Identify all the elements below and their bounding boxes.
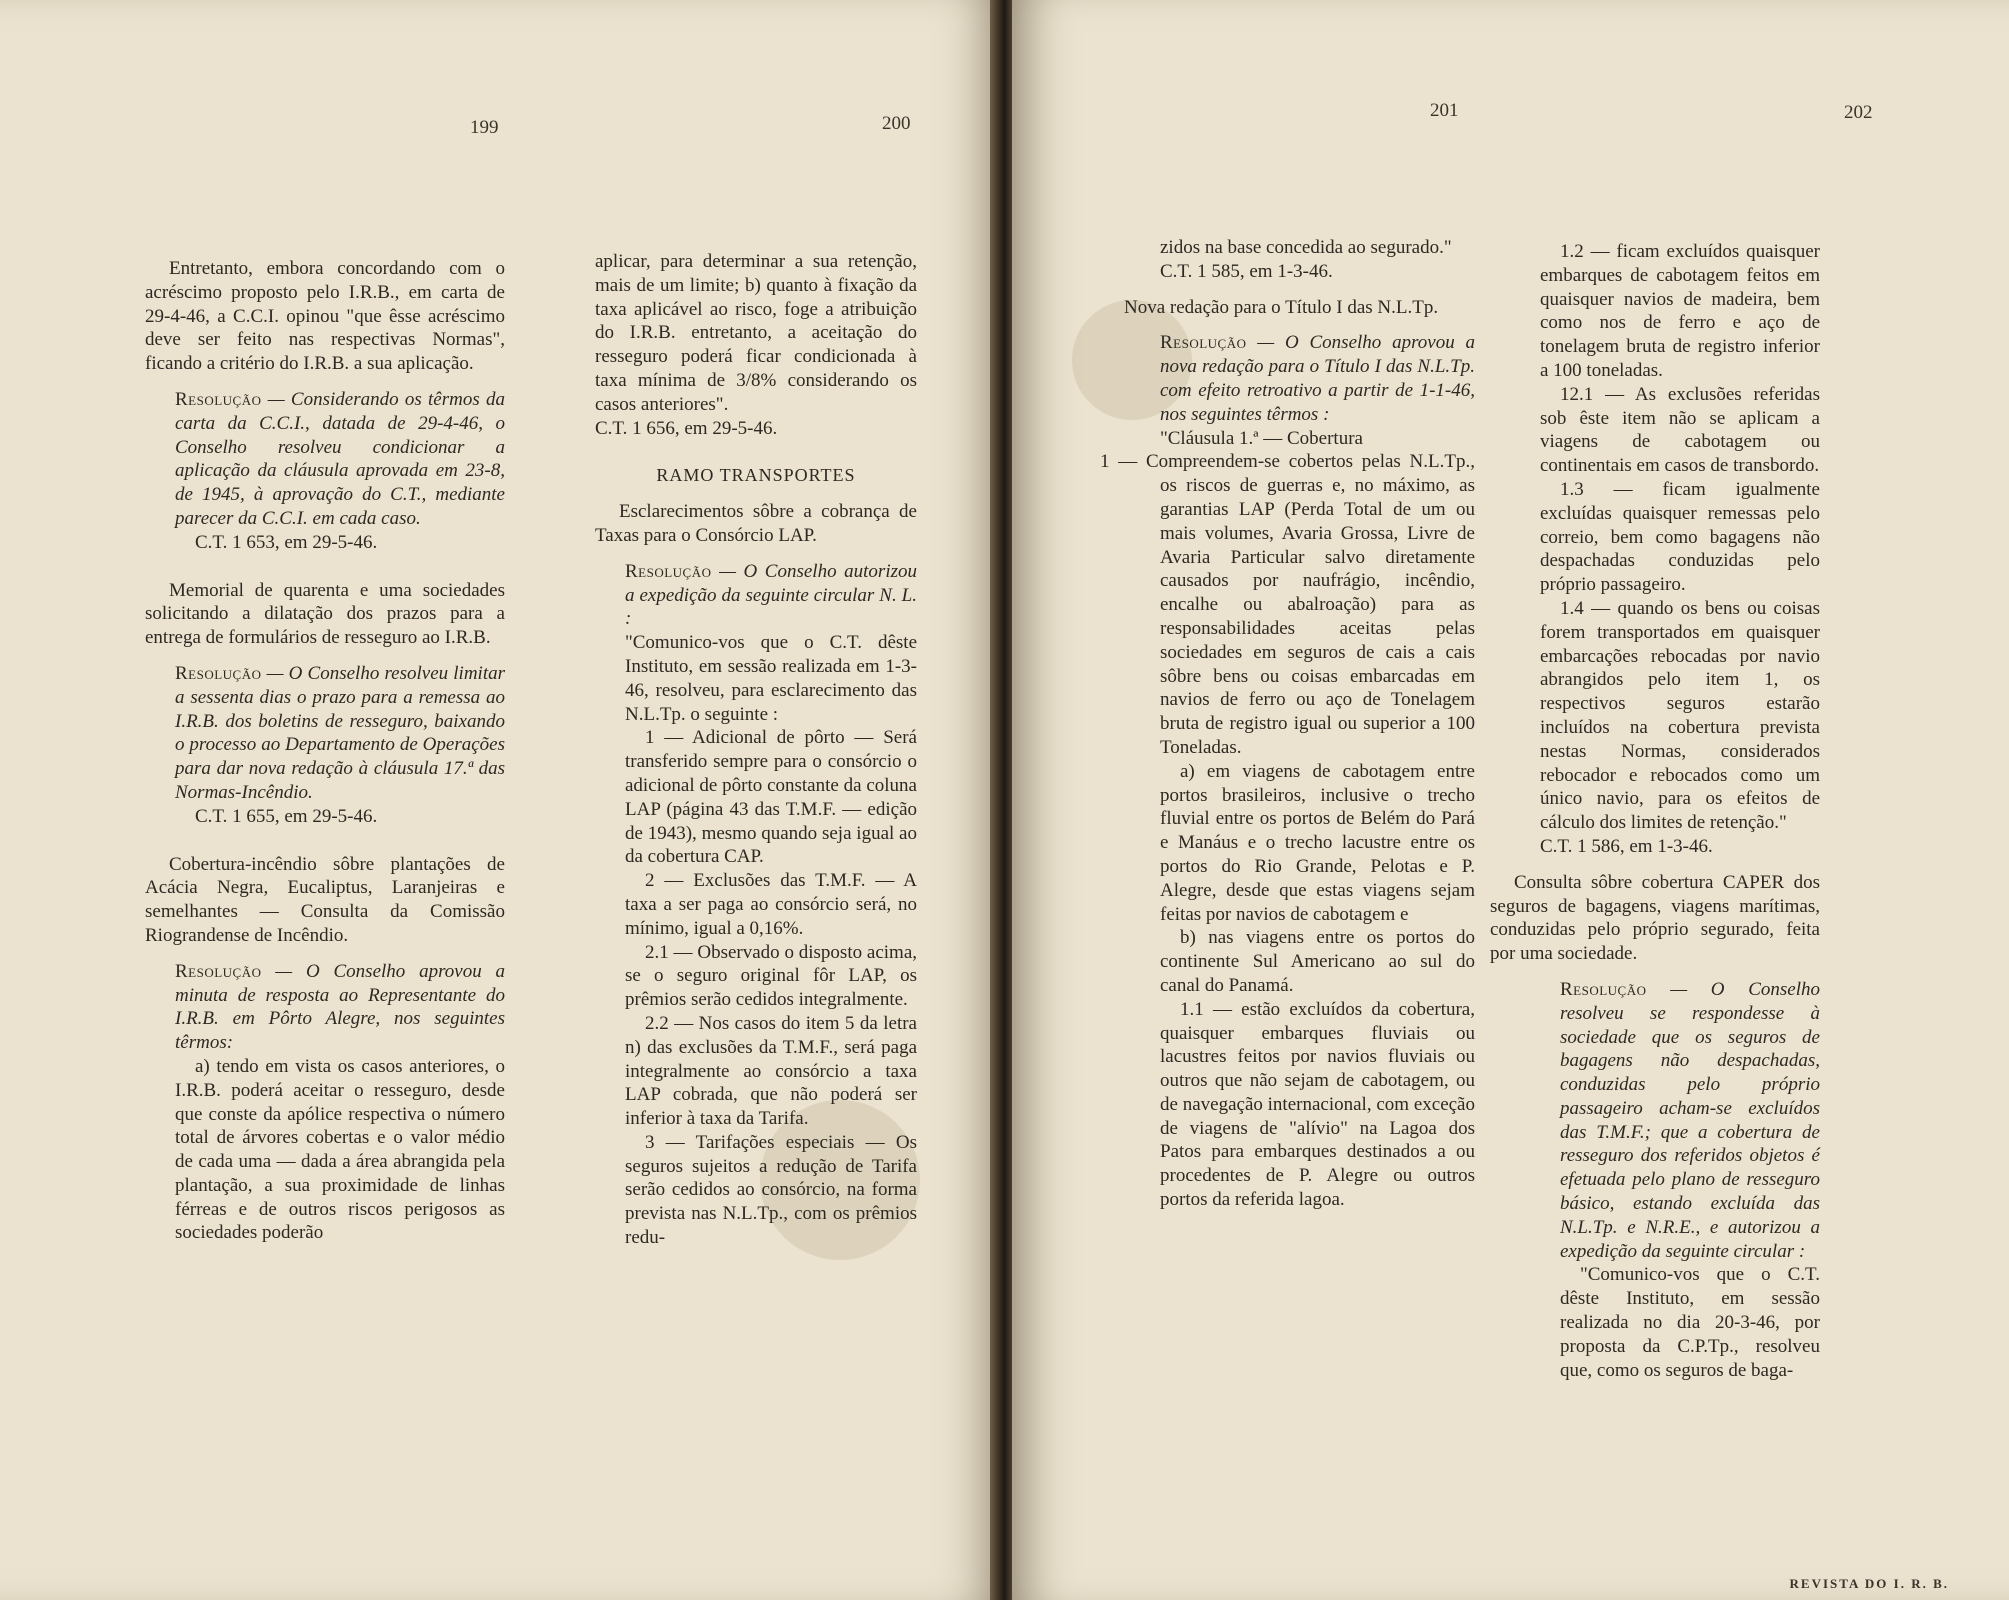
- resolution-text: — O Conselho autorizou a expedição da seguinte circular N. L. :: [625, 560, 917, 630]
- paragraph-cobertura-incendio: Cobertura-incêndio sôbre plantações de Acácia Negra, Eucaliptus, Laranjeiras e semelhantes — Consulta da Comissão Riograndense de Incêndio.: [145, 853, 505, 946]
- paragraph-item-3: 3 — Tarifações especiais — Os seguros sujeitos a redução de Tarifa serão cedidos ao consórcio, na forma prevista nas N.L.Tp., com os prêmios redu-: [625, 1131, 917, 1249]
- paragraph-aplicar: aplicar, para determinar a sua retenção, mais de um limite; b) quanto à fixação da taxa aplicável ao risco, foge a atribuição do I.R.B. entretanto, a aceitação do resseguro poderá ficar condicionada à taxa mínima de 3/8% considerando os casos anteriores".: [595, 251, 917, 415]
- ct-reference: C.T. 1 653, em 29-5-46.: [195, 531, 378, 553]
- left-page: [0, 0, 1000, 1600]
- column-page-201: [1100, 236, 1475, 1212]
- resolution-label: Resolução: [1560, 978, 1647, 1000]
- page-number-200: 200: [882, 113, 911, 134]
- paragraph-item-2-2: 2.2 — Nos casos do item 5 da letra n) das exclusões da T.M.F., será paga integralmente ao consórcio a taxa LAP cobrada, que não poderá ser inferior à taxa da Tarifa.: [625, 1012, 917, 1130]
- paragraph-item-1-1: 1.1 — estão excluídos da cobertura, quaisquer embarques fluviais ou lacustres feitos por navios fluviais ou outros que não sejam de cabotagem, ou de navegação internacional, com exceção de viagens de "alívio" na Lagoa dos Patos para embarques destinados a ou procedentes de P. Alegre ou outros portos da referida lagoa.: [1160, 998, 1475, 1211]
- resolution-text: — O Conselho resolveu limitar a sessenta dias o prazo para a remessa ao I.R.B. dos boletins de resseguro, baixando o processo ao Departamento de Operações para dar nova redação à cláusula 17.ª das Normas-Incêndio.: [175, 662, 505, 803]
- paragraph-comunico: "Comunico-vos que o C.T. dêste Instituto, em sessão realizada no dia 20-3-46, por proposta da C.P.Tp., resolveu que, como os seguros de baga-: [1560, 1264, 1820, 1381]
- resolution-paragraph: [1160, 331, 1475, 426]
- page-number-202: 202: [1844, 102, 1873, 123]
- resolution-paragraph: [625, 560, 917, 631]
- journal-footer: REVISTA DO I. R. B.: [1789, 1576, 1949, 1591]
- ct-reference: C.T. 1 656, em 29-5-46.: [595, 417, 778, 439]
- resolution-paragraph: [1560, 978, 1820, 1264]
- page-number-201: 201: [1430, 100, 1459, 121]
- paragraph-entretanto: Entretanto, embora concordando com o acréscimo proposto pelo I.R.B., em carta de 29-4-46, a C.C.I. opinou "que êsse acréscimo deve ser feito nas respectivas Normas", ficando a critério do I.R.B. a sua aplicação.: [145, 258, 505, 375]
- paragraph-item-1-3: 1.3 — ficam igualmente excluídas quaisquer remessas pelo correio, bem como bagagens não despachadas conduzidas pelo próprio passageiro.: [1540, 478, 1820, 596]
- resolution-text: — O Conselho aprovou a minuta de resposta ao Representante do I.R.B. em Pôrto Alegre, nos seguintes têrmos:: [175, 960, 505, 1054]
- resolution-label: Resolução: [1160, 332, 1247, 354]
- resolution-label: Resolução: [175, 662, 262, 684]
- right-page: [1012, 0, 2009, 1600]
- page-number-199: 199: [470, 117, 499, 138]
- paragraph-item-12-1: 12.1 — As exclusões referidas sob êste item não se aplicam a viagens de cabotagem ou continentais em casos de transbordo.: [1540, 383, 1820, 477]
- paragraph-item-a-viagens: a) em viagens de cabotagem entre portos brasileiros, inclusive o trecho fluvial entre os portos de Belém do Pará e Manáus e o trecho lacustre entre os portos do Rio Grande, Pelotas e P. Alegre, desde que estas viagens sejam feitas por navios de cabotagem e: [1160, 760, 1475, 925]
- column-page-202: [1490, 240, 1820, 1382]
- paragraph-item-1-4: 1.4 — quando os bens ou coisas forem transportados em quaisquer embarcações rebocadas por navio abrangidos pelo item 1, os respectivos seguros estarão incluídos na cobertura prevista nestas Normas, considerados rebocador e rebocados como um único navio, para os efeitos de cálculo dos limites de retenção.": [1540, 597, 1820, 834]
- paragraph-zidos: zidos na base concedida ao segurado.": [1160, 237, 1452, 258]
- paragraph-comunico: "Comunico-vos que o C.T. dêste Instituto, em sessão realizada em 1-3-46, resolveu, para esclarecimento das N.L.Tp. o seguinte :: [625, 632, 917, 725]
- paragraph-item-1: 1 — Adicional de pôrto — Será transferido sempre para o consórcio o adicional de pôrto constante da coluna LAP (página 43 das T.M.F. — edição de 1943), mesmo quando seja igual ao da cobertura CAP.: [625, 727, 917, 868]
- column-page-200: [595, 250, 917, 1250]
- column-page-199: [145, 257, 505, 1245]
- resolution-label: Resolução: [625, 560, 712, 582]
- resolution-label: Resolução: [175, 388, 262, 410]
- paragraph-item-2: 2 — Exclusões das T.M.F. — A taxa a ser paga ao consórcio será, no mínimo, igual a 0,16%.: [625, 870, 917, 939]
- clause-title: "Cláusula 1.ª — Cobertura: [1160, 427, 1363, 449]
- resolution-label: Resolução: [175, 960, 262, 982]
- section-heading-ramo-transportes: RAMO TRANSPORTES: [656, 465, 856, 486]
- paragraph-nova-redacao: Nova redação para o Título I das N.L.Tp.: [1124, 296, 1439, 318]
- resolution-paragraph: [175, 388, 505, 531]
- resolution-text: — Considerando os têrmos da carta da C.C.I., datada de 29-4-46, o Conselho resolveu condicionar a aplicação da cláusula aprovada em 23-8, de 1945, à aprovação do C.T., mediante parecer da C.C.I. em cada caso.: [175, 388, 505, 529]
- paragraph-esclarecimentos: Esclarecimentos sôbre a cobrança de Taxas para o Consórcio LAP.: [595, 501, 917, 546]
- resolution-text: — O Conselho resolveu se respondesse à sociedade que os seguros de bagagens não despachadas, conduzidas pelo próprio passageiro acham-se excluídos das T.M.F.; que a cobertura de resseguro dos referidos objetos é efetuada pelo plano de resseguro básico, estando excluída das N.L.Tp. e N.R.E., e autorizou a expedição da seguinte circular :: [1560, 978, 1820, 1262]
- resolution-text: — O Conselho aprovou a nova redação para o Título I das N.L.Tp. com efeito retroativo a partir de 1-1-46, nos seguintes têrmos :: [1160, 332, 1475, 425]
- ct-reference: C.T. 1 586, em 1-3-46.: [1540, 835, 1713, 857]
- resolution-paragraph: [175, 960, 505, 1055]
- paragraph-item-2-1: 2.1 — Observado o disposto acima, se o seguro original fôr LAP, os prêmios serão cedidos integralmente.: [625, 941, 917, 1011]
- ct-reference: C.T. 1 585, em 1-3-46.: [1160, 260, 1333, 282]
- paragraph-item-a: a) tendo em vista os casos anteriores, o I.R.B. poderá aceitar o resseguro, desde que conste da apólice respectiva o número total de árvores cobertas e o valor médio de cada uma — dada a área abrangida pela plantação, a sua proximidade de linhas férreas e de outros riscos perigosos as sociedades poderão: [175, 1055, 505, 1244]
- paragraph-item-b-viagens: b) nas viagens entre os portos do continente Sul Americano ao sul do canal do Panamá.: [1160, 927, 1475, 996]
- paragraph-memorial: Memorial de quarenta e uma sociedades solicitando a dilatação dos prazos para a entrega de formulários de resseguro ao I.R.B.: [145, 579, 505, 649]
- paragraph-item-1-2: 1.2 — ficam excluídos quaisquer embarques de cabotagem feitos em quaisquer navios de madeira, bem como nos de ferro e aço de tonelagem bruta de registro inferior a 100 toneladas.: [1540, 241, 1820, 381]
- paragraph-consulta-caper: Consulta sôbre cobertura CAPER dos seguros de bagagens, viagens marítimas, conduzidas pelo próprio segurado, feita por uma sociedade.: [1490, 871, 1820, 965]
- paragraph-item-1-compreendem: 1 — Compreendem-se cobertos pelas N.L.Tp., os riscos de guerras e, no máximo, as garantias LAP (Perda Total de um ou mais volumes, Avaria Grossa, Livre de Avaria Particular salvo diretamente causados por naufrágio, incêndio, encalhe ou abalroação) para as responsabilidades aceitas pelas sociedades em seguros de cais a cais sôbre bens ou coisas embarcadas em navios de ferro ou aço de Tonelagem bruta de registro igual ou superior a 100 Toneladas.: [1100, 451, 1475, 758]
- resolution-paragraph: [175, 662, 505, 805]
- ct-reference: C.T. 1 655, em 29-5-46.: [195, 805, 378, 827]
